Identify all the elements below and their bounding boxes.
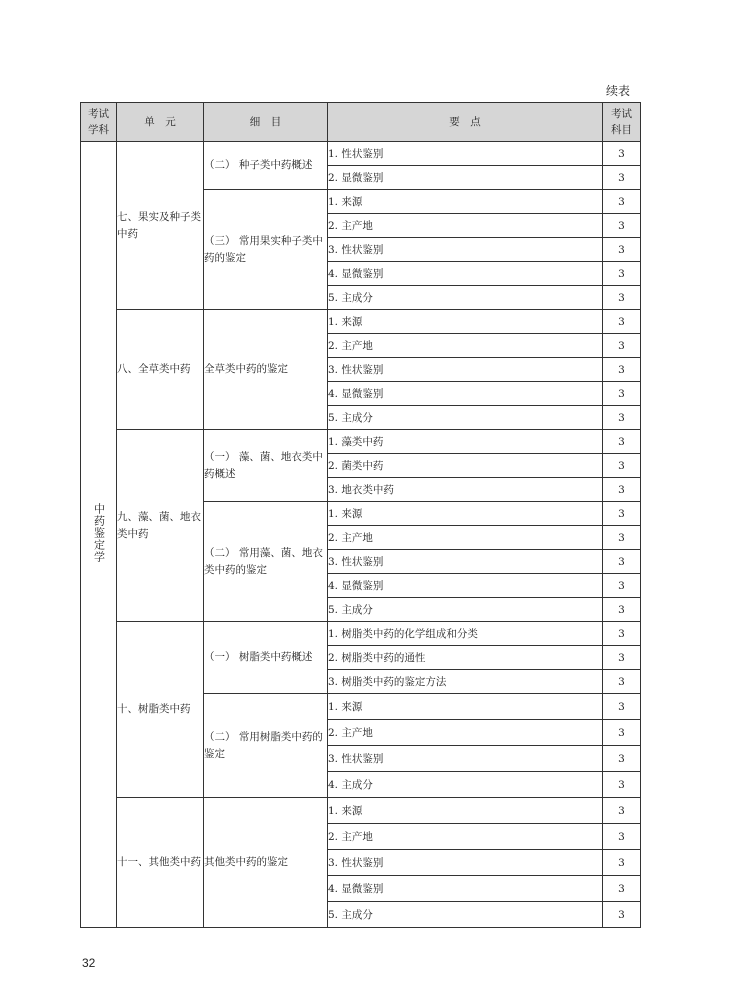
level-cell: 3 xyxy=(603,798,641,824)
point-cell: 1. 藻类中药 xyxy=(328,430,603,454)
level-cell: 3 xyxy=(603,720,641,746)
point-cell: 3. 地衣类中药 xyxy=(328,478,603,502)
point-cell: 2. 主产地 xyxy=(328,214,603,238)
detail-label: （一） 藻、菌、地衣类中药概述 xyxy=(204,450,323,480)
point-cell: 3. 性状鉴别 xyxy=(328,850,603,876)
unit-label: 十一、其他类中药 xyxy=(117,856,201,868)
point-cell: 2. 主产地 xyxy=(328,334,603,358)
level-cell: 3 xyxy=(603,262,641,286)
table-header-row xyxy=(81,103,641,142)
table-row xyxy=(81,622,641,646)
unit-cell xyxy=(117,310,204,430)
header-level-line1: 考试 xyxy=(611,108,632,120)
detail-cell xyxy=(204,190,328,310)
point-cell: 1. 来源 xyxy=(328,798,603,824)
subject-label: 中药鉴定学 xyxy=(92,503,106,563)
header-unit xyxy=(117,103,204,142)
header-level-line2: 科目 xyxy=(611,124,632,136)
level-cell: 3 xyxy=(603,598,641,622)
level-cell: 3 xyxy=(603,286,641,310)
level-cell: 3 xyxy=(603,876,641,902)
level-cell: 3 xyxy=(603,430,641,454)
detail-label: （一） 树脂类中药概述 xyxy=(204,651,313,663)
unit-cell xyxy=(117,142,204,310)
level-cell: 3 xyxy=(603,190,641,214)
unit-cell xyxy=(117,622,204,798)
level-cell: 3 xyxy=(603,622,641,646)
table-row xyxy=(81,430,641,454)
point-cell: 2. 主产地 xyxy=(328,720,603,746)
point-cell: 4. 显微鉴别 xyxy=(328,876,603,902)
level-cell: 3 xyxy=(603,746,641,772)
continued-label: 续表 xyxy=(605,84,630,98)
point-cell: 2. 菌类中药 xyxy=(328,454,603,478)
point-cell: 3. 性状鉴别 xyxy=(328,746,603,772)
header-level xyxy=(603,103,641,142)
unit-label: 九、藻、菌、地衣类中药 xyxy=(117,510,201,540)
table-row xyxy=(81,310,641,334)
point-cell: 4. 显微鉴别 xyxy=(328,262,603,286)
level-cell: 3 xyxy=(603,142,641,166)
unit-cell xyxy=(117,798,204,928)
level-cell: 3 xyxy=(603,824,641,850)
header-point-label: 要 点 xyxy=(449,116,481,128)
point-cell: 4. 显微鉴别 xyxy=(328,382,603,406)
table-row xyxy=(81,798,641,824)
header-subject-line2: 学科 xyxy=(88,124,109,136)
level-cell: 3 xyxy=(603,238,641,262)
detail-label: （二） 常用藻、菌、地衣类中药的鉴定 xyxy=(204,546,323,576)
point-cell: 2. 主产地 xyxy=(328,824,603,850)
header-detail-label: 细 目 xyxy=(249,116,282,128)
level-cell: 3 xyxy=(603,382,641,406)
subject-cell xyxy=(81,142,117,928)
detail-cell xyxy=(204,310,328,430)
header-subject xyxy=(81,103,117,142)
level-cell: 3 xyxy=(603,358,641,382)
point-cell: 1. 来源 xyxy=(328,502,603,526)
point-cell: 4. 主成分 xyxy=(328,772,603,798)
detail-cell xyxy=(204,694,328,798)
point-cell: 1. 来源 xyxy=(328,190,603,214)
table-body xyxy=(81,142,641,928)
level-cell: 3 xyxy=(603,454,641,478)
level-cell: 3 xyxy=(603,502,641,526)
unit-label: 十、树脂类中药 xyxy=(117,703,191,715)
level-cell: 3 xyxy=(603,214,641,238)
point-cell: 2. 主产地 xyxy=(328,526,603,550)
point-cell: 1. 树脂类中药的化学组成和分类 xyxy=(328,622,603,646)
header-point xyxy=(328,103,603,142)
unit-label: 七、果实及种子类中药 xyxy=(117,210,201,240)
point-cell: 1. 来源 xyxy=(328,694,603,720)
point-cell: 1. 性状鉴别 xyxy=(328,142,603,166)
level-cell: 3 xyxy=(603,406,641,430)
level-cell: 3 xyxy=(603,334,641,358)
point-cell: 1. 来源 xyxy=(328,310,603,334)
point-cell: 4. 显微鉴别 xyxy=(328,574,603,598)
detail-cell xyxy=(204,798,328,928)
detail-label: 其他类中药的鉴定 xyxy=(204,856,288,868)
point-cell: 3. 树脂类中药的鉴定方法 xyxy=(328,670,603,694)
detail-label: （二） 常用树脂类中药的鉴定 xyxy=(204,730,323,760)
point-cell: 2. 树脂类中药的通性 xyxy=(328,646,603,670)
point-cell: 5. 主成分 xyxy=(328,598,603,622)
level-cell: 3 xyxy=(603,478,641,502)
point-cell: 3. 性状鉴别 xyxy=(328,238,603,262)
detail-cell xyxy=(204,502,328,622)
header-unit-label: 单 元 xyxy=(144,116,176,128)
detail-label: 全草类中药的鉴定 xyxy=(204,363,288,375)
level-cell: 3 xyxy=(603,772,641,798)
level-cell: 3 xyxy=(603,694,641,720)
level-cell: 3 xyxy=(603,902,641,928)
point-cell: 5. 主成分 xyxy=(328,406,603,430)
level-cell: 3 xyxy=(603,646,641,670)
level-cell: 3 xyxy=(603,310,641,334)
detail-label: （三） 常用果实种子类中药的鉴定 xyxy=(204,234,323,264)
point-cell: 3. 性状鉴别 xyxy=(328,550,603,574)
point-cell: 5. 主成分 xyxy=(328,286,603,310)
level-cell: 3 xyxy=(603,550,641,574)
point-cell: 5. 主成分 xyxy=(328,902,603,928)
point-cell: 3. 性状鉴别 xyxy=(328,358,603,382)
detail-label: （二） 种子类中药概述 xyxy=(204,159,313,171)
unit-cell xyxy=(117,430,204,622)
table-row xyxy=(81,142,641,166)
page-number: 32 xyxy=(82,956,96,970)
level-cell: 3 xyxy=(603,670,641,694)
level-cell: 3 xyxy=(603,850,641,876)
detail-cell xyxy=(204,142,328,190)
point-cell: 2. 显微鉴别 xyxy=(328,166,603,190)
unit-label: 八、全草类中药 xyxy=(117,363,191,375)
header-subject-line1: 考试 xyxy=(88,108,109,120)
level-cell: 3 xyxy=(603,166,641,190)
detail-cell xyxy=(204,430,328,502)
syllabus-table xyxy=(80,102,641,928)
header-detail xyxy=(204,103,328,142)
level-cell: 3 xyxy=(603,526,641,550)
detail-cell xyxy=(204,622,328,694)
level-cell: 3 xyxy=(603,574,641,598)
